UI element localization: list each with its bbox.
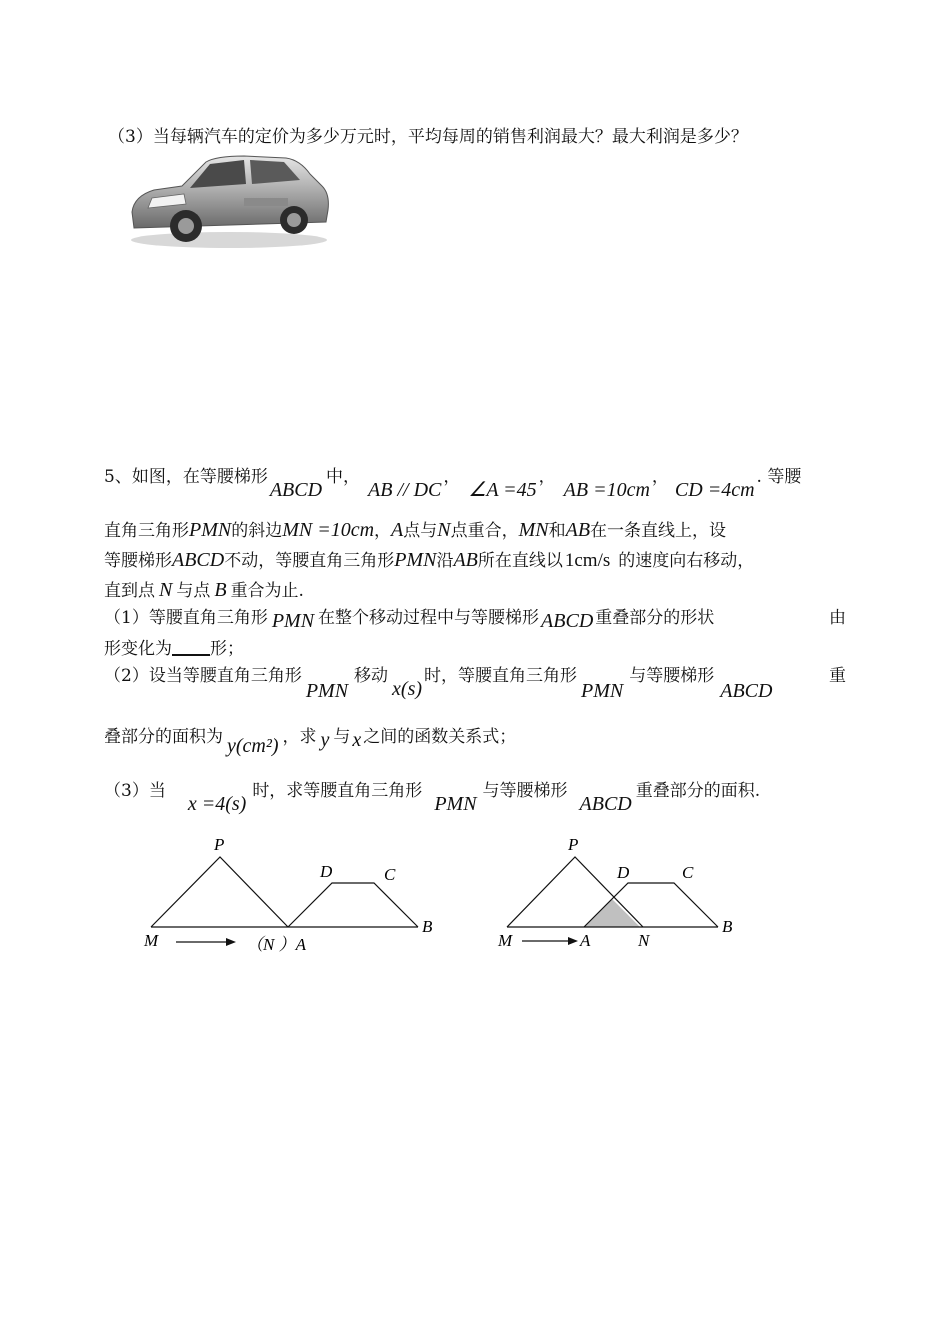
fig1-label-d: D [320,862,333,881]
fig2-label-n: N [638,931,650,950]
question-1-you: 由 [829,608,846,628]
problem5-line3: 等腰梯形ABCD不动，等腰直角三角形PMN沿AB所在直线以 1cm/s 的速度向右移动， [104,549,755,571]
question-1-line2: 形变化为 形； [104,639,244,659]
fig2-arrow-head [568,937,578,945]
fig1-label-na: （N ）A [246,935,306,954]
fig2-label-c: C [682,863,694,882]
prev-question-3: （3）当每辆汽车的定价为多少万元时，平均每周的销售利润最大？最大利润是多少？ [108,127,748,147]
question-2-line1: （2）设当等腰直角三角形PMN移动x(s)时，等腰直角三角形PMN与等腰梯形ABCD [104,666,773,702]
question-2-line2: 叠部分的面积为 y(cm²) ，求 y 与 x 之间的函数关系式； [104,727,517,757]
fig2-label-m: M [498,931,513,950]
fig2-label-b: B [722,917,733,936]
fig1-label-m: M [144,931,159,950]
fig1-label-b: B [422,917,433,936]
question-2-zhong: 重 [829,666,846,686]
fig1-triangle-pmn [151,857,288,927]
fig2-overlap-shade [584,899,640,927]
fig2-label-d: D [617,863,630,882]
problem5-line4: 直到点 N 与点 B 重合为止. [104,579,304,601]
fig2-label-p: P [568,835,579,854]
problem5-line1: 5、如图，在等腰梯形ABCD中，AB // DC，∠A =45，AB =10cm，CD =4cm. 等腰 [104,467,802,501]
fig1-arrow-head [226,938,236,946]
fig2-label-a: A [580,931,591,950]
fig1-trapezoid-abcd [288,883,418,927]
question-3: （3）当x =4(s)时，求等腰直角三角形PMN与等腰梯形ABCD重叠部分的面积. [104,781,761,815]
figure-2 [497,835,733,950]
question-1-line1: （1）等腰直角三角形 PMN 在整个移动过程中与等腰梯形 ABCD 重叠部分的形状 [104,608,715,632]
problem5-line2: 直角三角形PMN的斜边MN =10cm，A点与N点重合，MN和AB在一条直线上，设 [104,519,727,541]
fig1-label-c: C [384,865,396,884]
fig1-label-p: P [214,835,225,854]
